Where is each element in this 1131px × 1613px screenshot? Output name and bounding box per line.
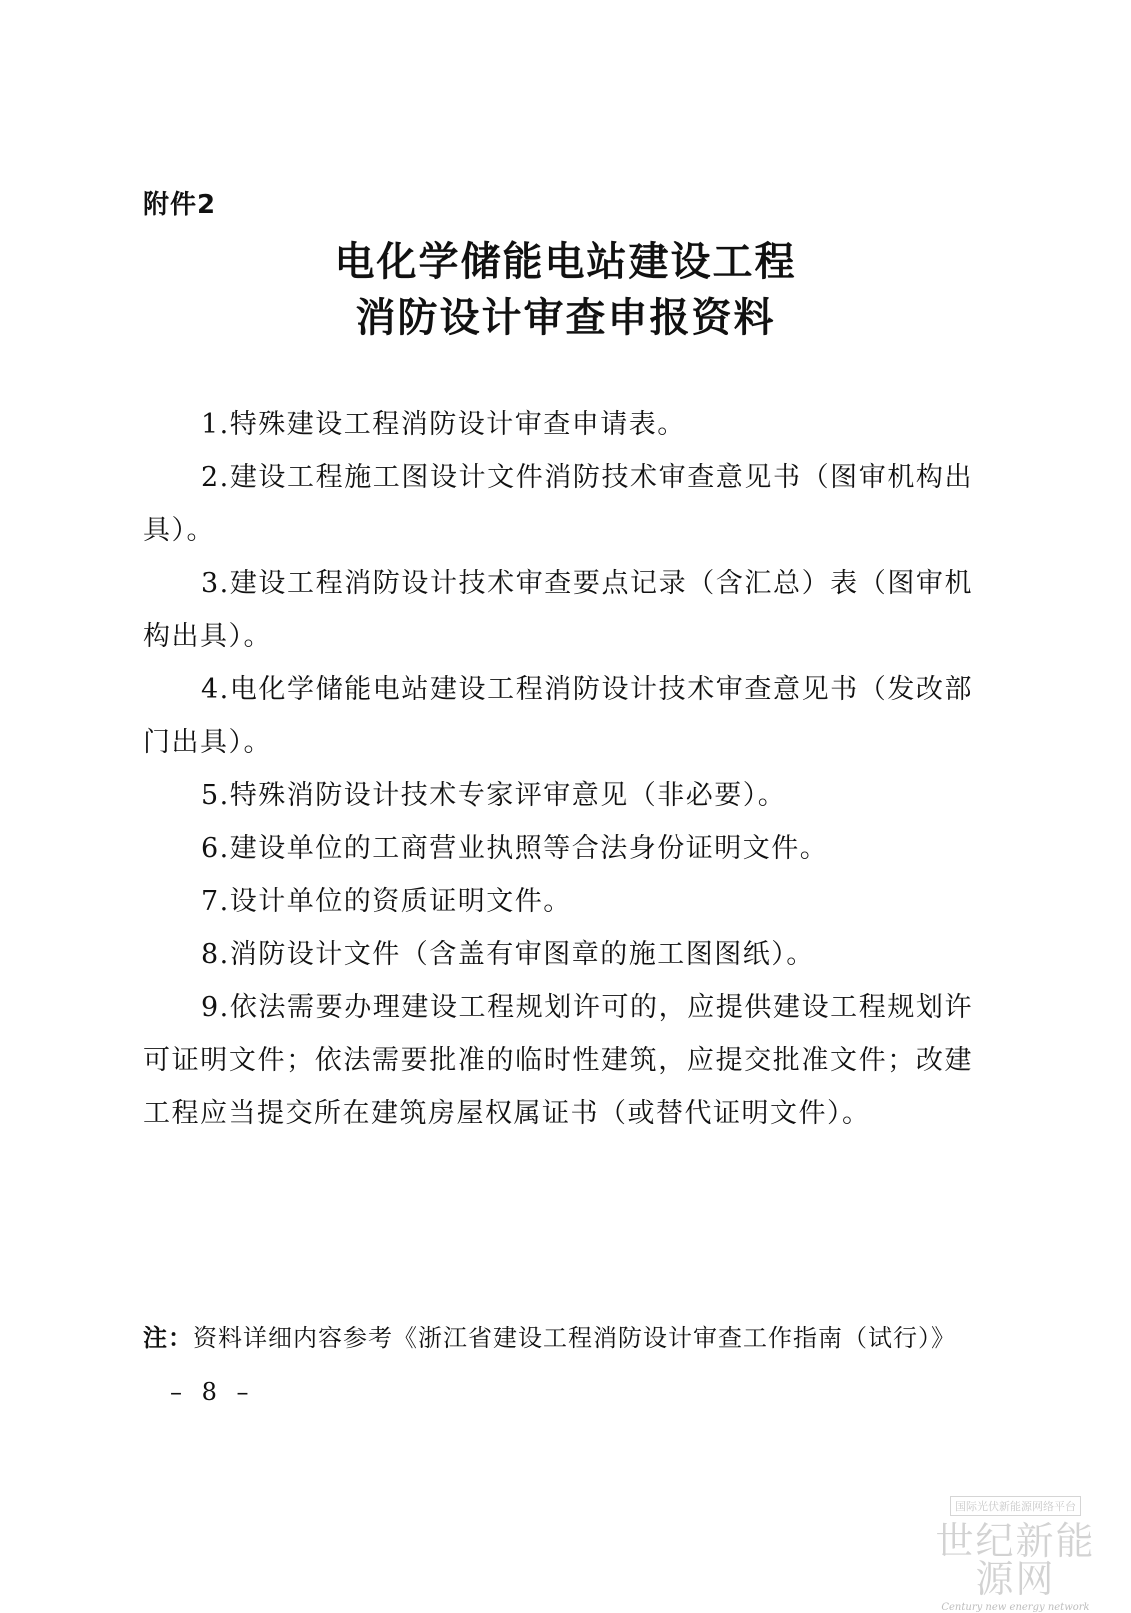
footnote (143, 1318, 983, 1353)
page-number: – 8 – (170, 1378, 255, 1406)
list-item: 5.特殊消防设计技术专家评审意见（非必要）。 (201, 780, 787, 811)
list-item: 7.设计单位的资质证明文件。 (201, 886, 572, 917)
list-item: 3.建设工程消防设计技术审查要点记录（含汇总）表（图审机构出具）。 (143, 568, 973, 652)
watermark-main-text: 世纪新能源网 (935, 1519, 1096, 1601)
document-title-line-1: 电化学储能电站建设工程 (334, 239, 797, 285)
watermark-top-text: 国际光伏新能源网络平台 (950, 1496, 1081, 1516)
list-item: 1.特殊建设工程消防设计审查申请表。 (201, 409, 686, 440)
watermark (928, 1495, 1103, 1613)
list-item: 4.电化学储能电站建设工程消防设计技术审查意见书（发改部门出具）。 (143, 674, 973, 758)
attachment-label: 附件2 (143, 190, 217, 220)
footnote-label: 注： (143, 1324, 193, 1352)
list-item: 6.建设单位的工商营业执照等合法身份证明文件。 (201, 833, 829, 864)
list-item: 2.建设工程施工图设计文件消防技术审查意见书（图审机构出具）。 (143, 462, 973, 546)
list-item: 9.依法需要办理建设工程规划许可的，应提供建设工程规划许可证明文件；依法需要批准的临时性建筑，应提交批准文件；改建工程应当提交所在建筑房屋权属证书（或替代证明文件）。 (143, 992, 973, 1129)
list-item: 8.消防设计文件（含盖有审图章的施工图图纸）。 (201, 939, 815, 970)
footnote-text: 资料详细内容参考《浙江省建设工程消防设计审查工作指南（试行）》 (193, 1324, 956, 1352)
materials-list (143, 398, 973, 1140)
document-title-line-2: 消防设计审查申报资料 (355, 295, 776, 341)
watermark-sub-text: Century new energy network (941, 1602, 1090, 1613)
